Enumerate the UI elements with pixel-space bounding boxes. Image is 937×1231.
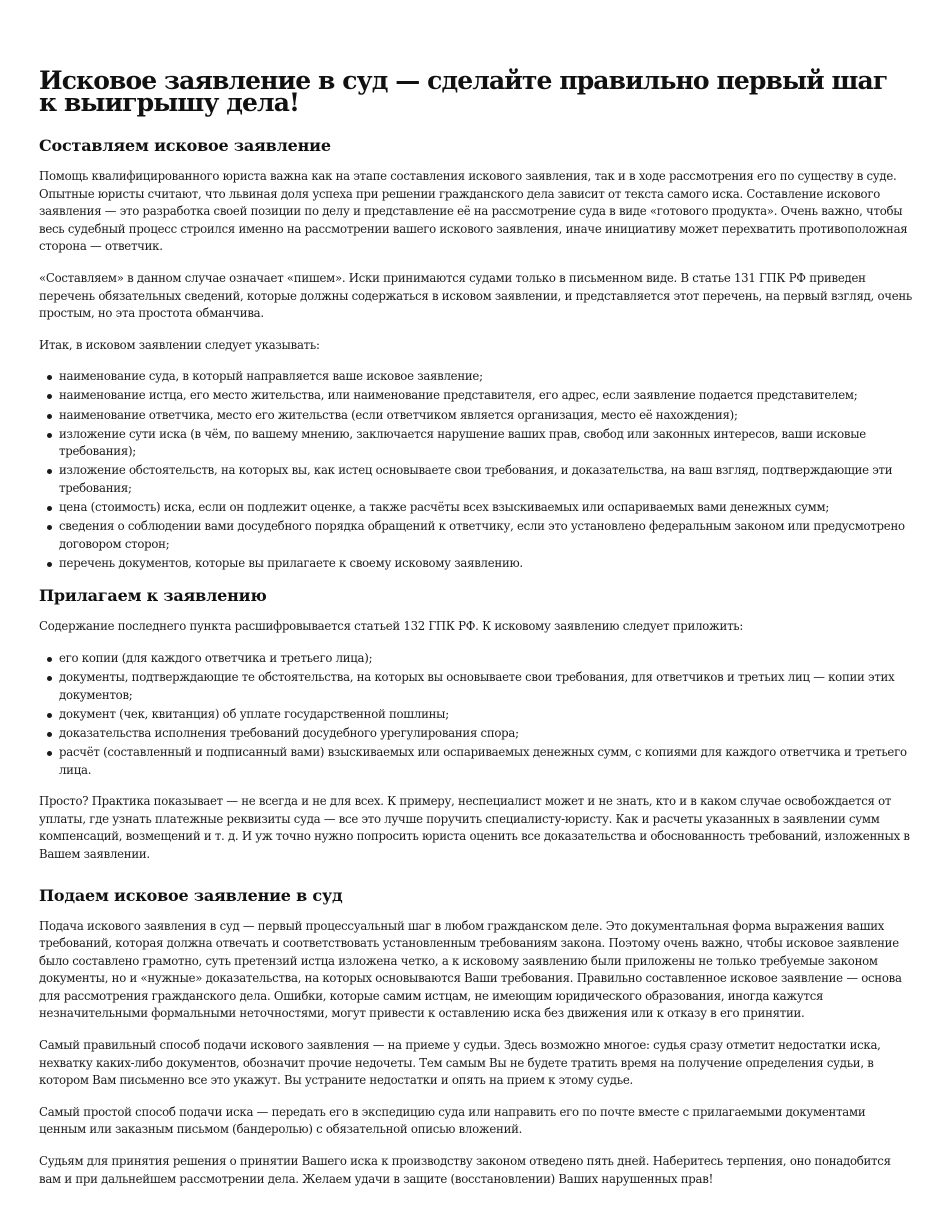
paragraph: «Составляем» в данном случае означает «пишем». Иски принимаются судами только в письменном виде. В статье 131 ГПК РФ приведен перечень обязательных сведений, которые должны содержаться в исковом заявлении, и представляется этот перечень, на первый взгляд, очень простым, но эта простота обманчива. <box>39 270 913 321</box>
list-item: доказательства исполнения требований досудебного урегулирования спора; <box>59 725 915 743</box>
paragraph: Помощь квалифицированного юриста важна как на этапе составления искового заявления, так и в ходе рассмотрения его по существу в суде. Опытные юристы считают, что львиная доля успеха при решении гражданского дела зависит от текста самого иска. Составление искового заявления — это разработка своей позиции по делу и представление её на рассмотрение суда в виде «готового продукта». Очень важно, чтобы весь судебный процесс строился именно на рассмотрении вашего искового заявления, иначе инициативу может перехватить противоположная сторона — ответчик. <box>39 169 908 254</box>
list-item: цена (стоимость) иска, если он подлежит оценке, а также расчёты всех взыскиваемых или оспариваемых вами денежных сумм; <box>59 499 915 517</box>
list-item: наименование суда, в который направляется ваше исковое заявление; <box>59 368 915 386</box>
list-item: наименование ответчика, место его жительства (если ответчиком является организация, место её нахождения); <box>59 407 915 425</box>
list-item: изложение обстоятельств, на которых вы, как истец основываете свои требования, и доказательства, на ваш взгляд, подтверждающие эти требования; <box>59 462 915 497</box>
section-heading-compose: Составляем исковое заявление <box>39 136 331 155</box>
attachments-list <box>39 650 915 779</box>
section-heading-attach: Прилагаем к заявлению <box>39 586 267 606</box>
requirements-list <box>39 368 915 572</box>
paragraph: Подача искового заявления в суд — первый процессуальный шаг в любом гражданском деле. Это документальная форма выражения ваших требований, которая должна отвечать и соответствовать установленным требованиям закона. Поэтому очень важно, чтобы исковое заявление было составлено грамотно, суть претензий истца изложена четко, а к исковому заявлению были приложены не только требуемые законом документы, но и «нужные» доказательства, на которых основываются Ваши требования. Правильно составленное исковое заявление — основа для рассмотрения гражданского дела. Ошибки, которые самим истцам, не имеющим юридического образования, иногда кажутся незначительными формальными неточностями, могут привести к оставлению иска без движения или к отказу в его принятии. <box>39 918 902 1021</box>
list-item: перечень документов, которые вы прилагаете к своему исковому заявлению. <box>59 555 915 573</box>
list-item: расчёт (составленный и подписанный вами) взыскиваемых или оспариваемых денежных сумм, с копиями для каждого ответчика и третьего лица. <box>59 744 915 779</box>
list-item: наименование истца, его место жительства, или наименование представителя, его адрес, если заявление подается представителем; <box>59 387 915 405</box>
list-item: документ (чек, квитанция) об уплате государственной пошлины; <box>59 706 915 724</box>
list-item: сведения о соблюдении вами досудебного порядка обращений к ответчику, если это установлено федеральным законом или предусмотрено договором сторон; <box>59 518 915 553</box>
paragraph: Итак, в исковом заявлении следует указывать: <box>39 337 320 352</box>
paragraph: Самый простой способ подачи иска — передать его в экспедицию суда или направить его по почте вместе с прилагаемыми документами ценным или заказным письмом (бандеролью) с обязательной описью вложений. <box>39 1104 866 1137</box>
page-title: Исковое заявление в суд — сделайте правильно первый шаг к выигрышу дела! <box>39 66 888 117</box>
list-item: документы, подтверждающие те обстоятельства, на которых вы основываете свои требования, для ответчиков и третьих лиц — копии этих документов; <box>59 669 915 704</box>
paragraph: Самый правильный способ подачи искового заявления — на приеме у судьи. Здесь возможно многое: судья сразу отметит недостатки иска, нехватку каких-либо документов, обозначит прочие недочеты. Тем самым Вы не будете тратить время на получение определения судьи, в котором Вам письменно все это укажут. Вы устраните недостатки и опять на прием к этому судье. <box>39 1038 881 1088</box>
paragraph: Судьям для принятия решения о принятии Вашего иска к производству законом отведено пять дней. Наберитесь терпения, оно понадобится вам и при дальнейшем рассмотрении дела. Желаем удачи в защите (восстановлении) Ваших нарушенных прав! <box>39 1154 891 1186</box>
section-heading-file: Подаем исковое заявление в суд <box>39 885 343 905</box>
paragraph: Содержание последнего пункта расшифровывается статьей 132 ГПК РФ. К исковому заявлению следует приложить: <box>39 619 744 634</box>
list-item: изложение сути иска (в чём, по вашему мнению, заключается нарушение ваших прав, свобод или законных интересов, ваши исковые требования); <box>59 426 915 461</box>
paragraph: Просто? Практика показывает — не всегда и не для всех. К примеру, неспециалист может и не знать, кто и в каком случае освобождается от уплаты, где узнать платежные реквизиты суда — все это лучше поручить специалисту-юристу. Как и расчеты указанных в заявлении сумм компенсаций, возмещений и т. д. И уж точно нужно попросить юриста оценить все доказательства и обоснованность требований, изложенных в Вашем заявлении. <box>39 794 910 861</box>
list-item: его копии (для каждого ответчика и третьего лица); <box>59 650 915 668</box>
